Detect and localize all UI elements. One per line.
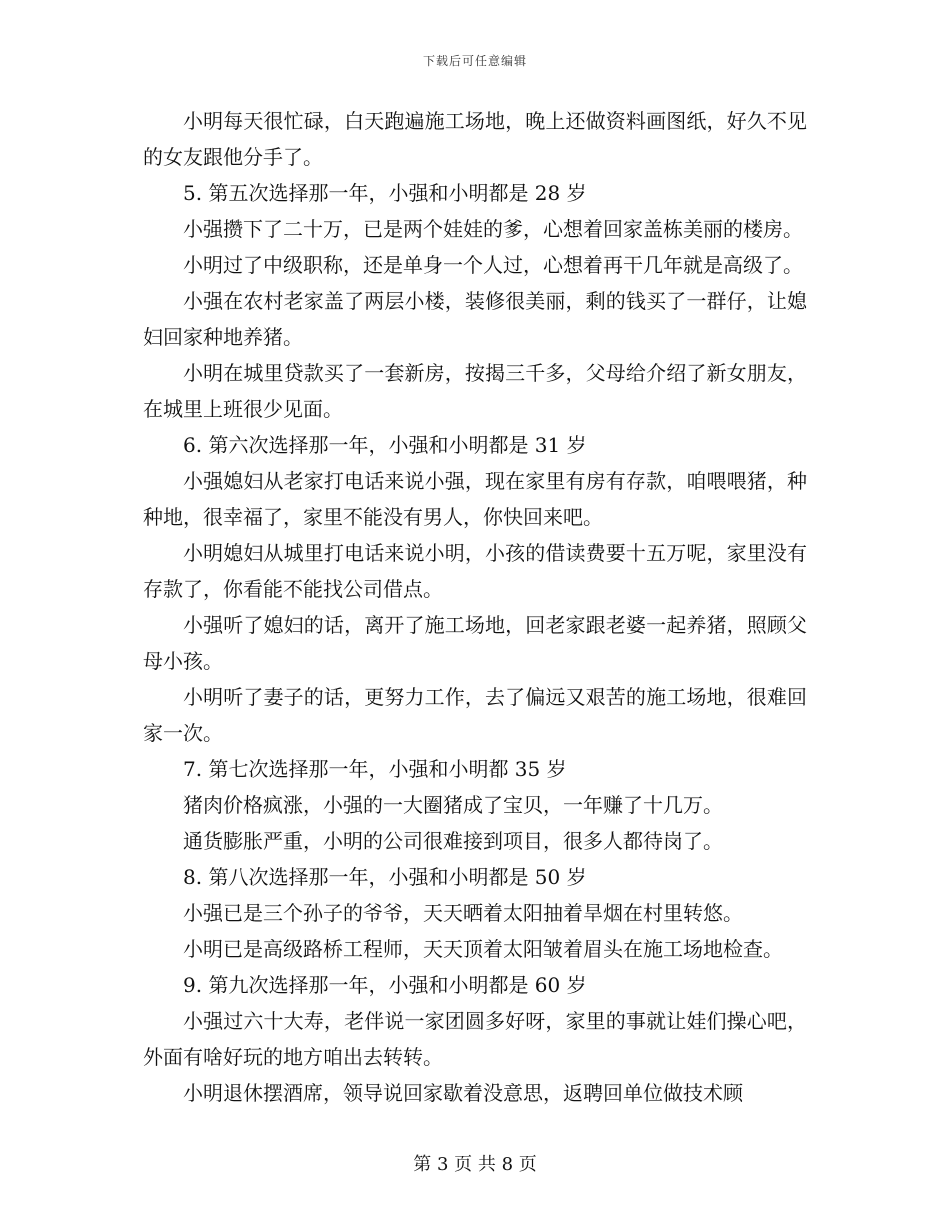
page-header: 下载后可任意编辑 (422, 54, 527, 68)
paragraph: 小明过了中级职称，还是单身一个人过，心想着再干几年就是高级了。 (183, 253, 803, 277)
page-footer: 第 3 页 共 8 页 (413, 1154, 537, 1175)
paragraph: 小强媳妇从老家打电话来说小强，现在家里有房有存款，咱喂喂猪，种种地，很幸福了，家里不能没有男人，你快回来吧。 (143, 469, 807, 529)
paragraph: 小明已是高级路桥工程师，天天顶着太阳皱着眉头在施工场地检查。 (183, 937, 783, 961)
paragraph: 小明退休摆酒席，领导说回家歇着没意思，返聘回单位做技术顾 (183, 1081, 743, 1105)
paragraph: 小明听了妻子的话，更努力工作，去了偏远又艰苦的施工场地，很难回家一次。 (143, 685, 807, 745)
paragraph: 猪肉价格疯涨，小强的一大圈猪成了宝贝，一年赚了十几万。 (183, 793, 723, 817)
section-heading: 7. 第七次选择那一年，小强和小明都 35 岁 (183, 757, 567, 781)
section-heading: 9. 第九次选择那一年，小强和小明都是 60 岁 (183, 973, 587, 997)
section-heading: 8. 第八次选择那一年，小强和小明都是 50 岁 (183, 865, 587, 889)
section-heading: 5. 第五次选择那一年，小强和小明都是 28 岁 (183, 181, 587, 205)
paragraph: 小明每天很忙碌，白天跑遍施工场地，晚上还做资料画图纸，好久不见的女友跟他分手了。 (143, 109, 807, 169)
paragraph: 小明在城里贷款买了一套新房，按揭三千多，父母给介绍了新女朋友，在城里上班很少见面。 (143, 361, 807, 421)
paragraph: 小强在农村老家盖了两层小楼，装修很美丽，剩的钱买了一群仔，让媳妇回家种地养猪。 (143, 289, 807, 349)
paragraph: 小明媳妇从城里打电话来说小明，小孩的借读费要十五万呢，家里没有存款了，你看能不能找公司借点。 (143, 541, 807, 601)
paragraph: 小强已是三个孙子的爷爷，天天晒着太阳抽着旱烟在村里转悠。 (183, 901, 743, 925)
paragraph: 小强过六十大寿，老伴说一家团圆多好呀，家里的事就让娃们操心吧，外面有啥好玩的地方咱出去转转。 (143, 1009, 807, 1069)
paragraph: 通货膨胀严重，小明的公司很难接到项目，很多人都待岗了。 (183, 829, 723, 853)
document-body (143, 103, 807, 1111)
paragraph: 小强听了媳妇的话，离开了施工场地，回老家跟老婆一起养猪，照顾父母小孩。 (143, 613, 807, 673)
paragraph: 小强攒下了二十万，已是两个娃娃的爹，心想着回家盖栋美丽的楼房。 (183, 217, 803, 241)
section-heading: 6. 第六次选择那一年，小强和小明都是 31 岁 (183, 433, 587, 457)
